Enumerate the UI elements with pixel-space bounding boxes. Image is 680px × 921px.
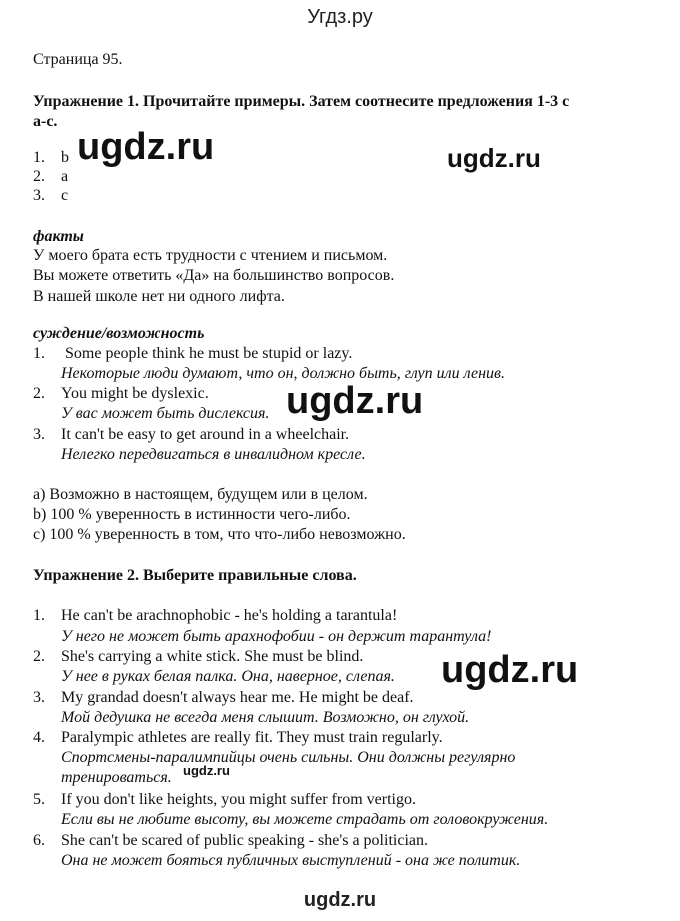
item-russian: Мой дедушка не всегда меня слышит. Возможно, он глухой. bbox=[61, 709, 470, 726]
page-label: Страница 95. bbox=[33, 51, 123, 68]
answer-value: c bbox=[61, 187, 69, 204]
item-russian: У него не может быть арахнофобии - он держит тарантула! bbox=[61, 628, 492, 645]
item-russian: Если вы не любите высоту, вы можете страдать от головокружения. bbox=[61, 811, 549, 828]
watermark: ugdz.ru bbox=[286, 380, 424, 422]
item-russian: У нее в руках белая палка. Она, наверное, слепая. bbox=[61, 668, 395, 685]
item-number: 1. bbox=[33, 607, 45, 624]
item-english: She can't be scared of public speaking - she's a politician. bbox=[61, 832, 428, 849]
exercise1-title-line2: a-c. bbox=[33, 113, 58, 130]
item-russian: Она не может бояться публичных выступлений - она же политик. bbox=[61, 852, 521, 869]
opinion-russian: Нелегко передвигаться в инвалидном кресле. bbox=[61, 446, 366, 463]
opinion-english: You might be dyslexic. bbox=[61, 385, 209, 402]
item-number: 3. bbox=[33, 689, 45, 706]
option-c: c) 100 % уверенность в том, что что-либо невозможно. bbox=[33, 526, 406, 543]
answer-value: b bbox=[61, 149, 69, 166]
footer-site: ugdz.ru bbox=[303, 889, 377, 911]
item-number: 2. bbox=[33, 648, 45, 665]
opinion-number: 2. bbox=[33, 385, 45, 402]
item-number: 6. bbox=[33, 832, 45, 849]
opinion-number: 1. bbox=[33, 345, 45, 362]
answer-number: 2. bbox=[33, 168, 45, 185]
item-english: He can't be arachnophobic - he's holding a tarantula! bbox=[61, 607, 398, 624]
item-english: If you don't like heights, you might suffer from vertigo. bbox=[61, 791, 416, 808]
item-english: My grandad doesn't always hear me. He might be deaf. bbox=[61, 689, 414, 706]
fact-line: В нашей школе нет ни одного лифта. bbox=[33, 288, 285, 305]
item-russian-continued: тренироваться. bbox=[61, 769, 172, 786]
opinion-english: Some people think he must be stupid or lazy. bbox=[61, 345, 353, 362]
opinion-english: It can't be easy to get around in a wheelchair. bbox=[61, 426, 350, 443]
opinion-heading: суждение/возможность bbox=[33, 325, 205, 342]
watermark: ugdz.ru bbox=[447, 143, 541, 173]
option-a: a) Возможно в настоящем, будущем или в целом. bbox=[33, 486, 368, 503]
item-english: Paralympic athletes are really fit. They must train regularly. bbox=[61, 729, 443, 746]
item-english: She's carrying a white stick. She must be blind. bbox=[61, 648, 364, 665]
fact-line: У моего брата есть трудности с чтением и письмом. bbox=[33, 247, 388, 264]
opinion-russian: Некоторые люди думают, что он, должно быть, глуп или ленив. bbox=[61, 365, 505, 382]
answer-value: a bbox=[61, 168, 69, 185]
opinion-russian: У вас может быть дислексия. bbox=[61, 405, 270, 422]
watermark: ugdz.ru bbox=[441, 649, 579, 691]
watermark: ugdz.ru bbox=[183, 763, 230, 778]
item-number: 5. bbox=[33, 791, 45, 808]
answer-number: 3. bbox=[33, 187, 45, 204]
exercise1-title-line1: Упражнение 1. Прочитайте примеры. Затем соотнесите предложения 1-3 с bbox=[33, 93, 570, 110]
fact-line: Вы можете ответить «Да» на большинство вопросов. bbox=[33, 267, 395, 284]
facts-heading: факты bbox=[33, 228, 84, 245]
item-russian: Спортсмены-паралимпийцы очень сильны. Они должны регулярно bbox=[61, 749, 516, 766]
site-title: Угдз.ру bbox=[307, 6, 373, 28]
option-b: b) 100 % уверенность в истинности чего-либо. bbox=[33, 506, 351, 523]
opinion-number: 3. bbox=[33, 426, 45, 443]
answer-number: 1. bbox=[33, 149, 45, 166]
exercise2-title: Упражнение 2. Выберите правильные слова. bbox=[33, 567, 357, 584]
item-number: 4. bbox=[33, 729, 45, 746]
watermark: ugdz.ru bbox=[77, 126, 215, 168]
